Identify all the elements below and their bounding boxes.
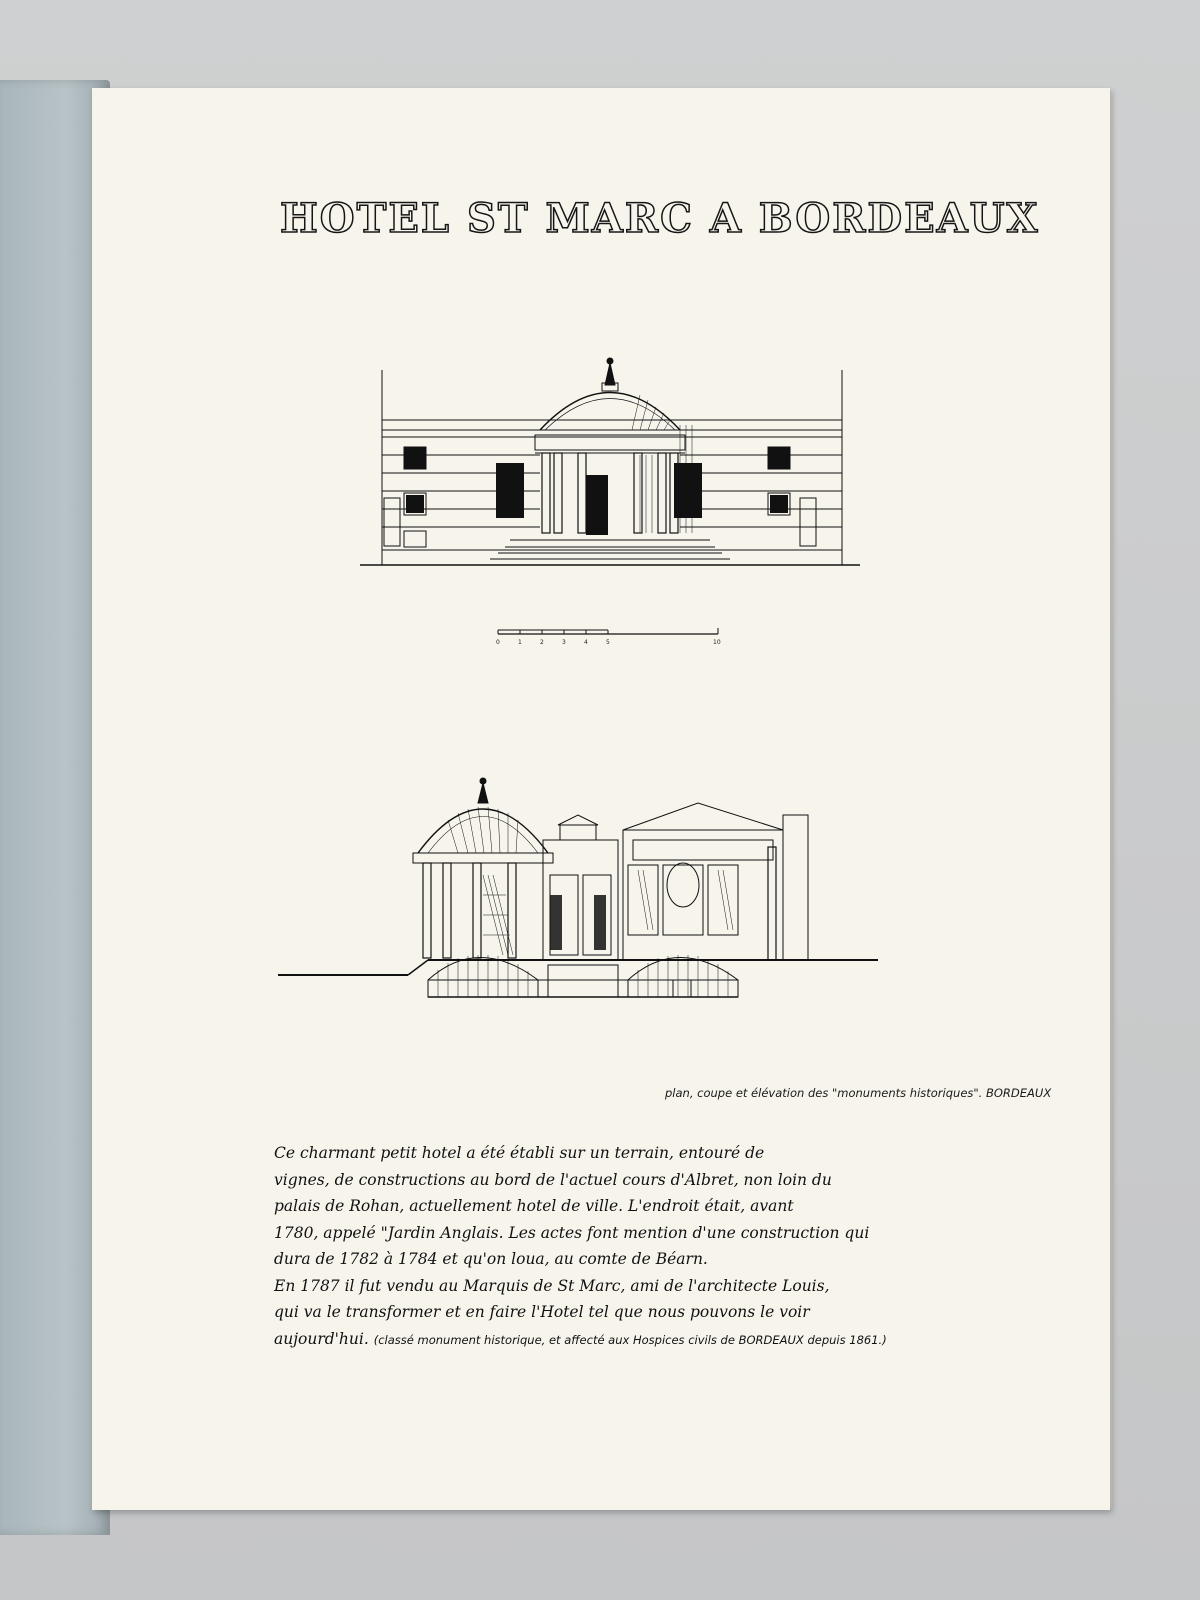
scale-tick-0: 0 — [496, 639, 500, 646]
elevation-drawing — [370, 355, 860, 570]
classification-note: (classé monument historique, et affecté aux Hospices civils de BORDEAUX depuis 1861.) — [373, 1332, 887, 1347]
text-line-last — [274, 1326, 974, 1354]
handwritten-text — [274, 1140, 974, 1353]
section-drawing — [278, 775, 898, 1025]
text-line: Ce charmant petit hotel a été établi sur un terrain, entouré de — [274, 1144, 765, 1162]
drawing-caption: plan, coupe et élévation des "monuments historiques". BORDEAUX — [665, 1086, 1052, 1100]
text-line-last-main: aujourd'hui. — [274, 1329, 369, 1348]
text-line: qui va le transformer et en faire l'Hotel tel que nous pouvons le voir — [274, 1303, 810, 1321]
scale-tick-10: 10 — [713, 639, 721, 646]
scale-bar — [498, 626, 723, 648]
text-line: En 1787 il fut vendu au Marquis de St Marc, ami de l'architecte Louis, — [274, 1276, 830, 1295]
text-line: dura de 1782 à 1784 et qu'on loua, au comte de Béarn. — [274, 1250, 708, 1268]
scale-tick-5: 5 — [606, 639, 610, 646]
text-line: 1780, appelé "Jardin Anglais. Les actes font mention d'une construction qui — [274, 1223, 870, 1242]
text-line: palais de Rohan, actuellement hotel de ville. L'endroit était, avant — [274, 1197, 794, 1215]
text-line: vignes, de constructions au bord de l'actuel cours d'Albret, non loin du — [274, 1170, 832, 1189]
scale-tick-2: 2 — [540, 639, 544, 646]
page-title: HOTEL ST MARC A BORDEAUX — [280, 195, 1040, 242]
scale-tick-1: 1 — [518, 639, 522, 646]
scale-tick-4: 4 — [584, 639, 588, 646]
scale-tick-3: 3 — [562, 639, 566, 646]
page-title-wrap — [280, 195, 1040, 245]
